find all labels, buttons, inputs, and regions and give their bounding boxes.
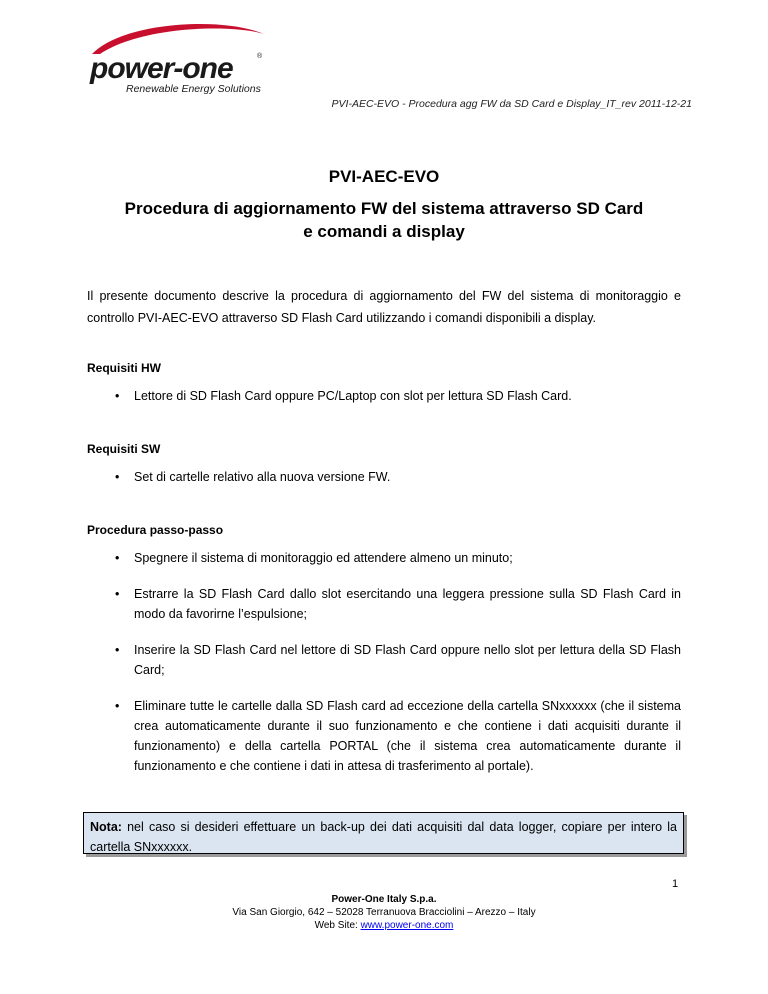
bullet-icon: • <box>115 699 120 713</box>
registered-mark-icon: ® <box>257 53 263 60</box>
list-item-text: Spegnere il sistema di monitoraggio ed attendere almeno un minuto; <box>134 551 513 565</box>
footer-website <box>0 920 768 931</box>
document-reference: PVI-AEC-EVO - Procedura agg FW da SD Card e Display_IT_rev 2011-12-21 <box>331 98 692 110</box>
section-heading-steps: Procedura passo-passo <box>87 523 224 537</box>
power-one-logo <box>82 14 272 98</box>
note-text: nel caso si desideri effettuare un back-up dei dati acquisiti dal data logger, copiare per intero la cartella SNxxxxxx. <box>90 820 677 854</box>
bullet-icon: • <box>115 551 120 565</box>
list-item-text: Set di cartelle relativo alla nuova versione FW. <box>134 470 391 484</box>
document-subtitle-line2: e comandi a display <box>303 222 465 241</box>
section-heading-sw: Requisiti SW <box>87 442 161 456</box>
bullet-icon: • <box>115 470 120 484</box>
document-title: PVI-AEC-EVO <box>328 167 440 186</box>
intro-paragraph: Il presente documento descrive la procedura di aggiornamento del FW del sistema di monitoraggio e controllo PVI-AEC-EVO attraverso SD Flash Card utilizzando i comandi disponibili a display. <box>87 289 681 325</box>
footer-web-label: Web Site: <box>314 920 361 931</box>
section-heading-hw: Requisiti HW <box>87 361 161 375</box>
bullet-icon: • <box>115 587 120 601</box>
footer-company: Power-One Italy S.p.a. <box>331 894 437 905</box>
footer-address: Via San Giorgio, 642 – 52028 Terranuova Bracciolini – Arezzo – Italy <box>232 907 536 918</box>
note-label: Nota: <box>90 820 122 834</box>
document-subtitle-line1: Procedura di aggiornamento FW del sistema attraverso SD Card <box>124 199 644 218</box>
page-number: 1 <box>672 878 679 890</box>
list-item-text: Lettore di SD Flash Card oppure PC/Laptop con slot per lettura SD Flash Card. <box>134 389 572 403</box>
list-item-text: Estrarre la SD Flash Card dallo slot esercitando una leggera pressione sulla SD Flash Card in modo da favorirne l’espulsione; <box>134 587 681 621</box>
logo-swoosh <box>92 24 264 54</box>
list-item-text: Inserire la SD Flash Card nel lettore di SD Flash Card oppure nello slot per lettura della SD Flash Card; <box>134 643 681 677</box>
logo-text: power-one <box>90 52 233 85</box>
list-item-text: Eliminare tutte le cartelle dalla SD Flash card ad eccezione della cartella SNxxxxxx (che il sistema crea automaticamente durante il suo funzionamento e che contiene i dati acquisiti durante il funzionamento) e della cartella PORTAL (che il sistema crea automaticamente durante il funzionamento e che contiene i dati in attesa di trasferimento al portale). <box>134 699 681 773</box>
website-link[interactable]: www.power-one.com <box>360 920 454 931</box>
bullet-icon: • <box>115 389 120 403</box>
note-box <box>83 812 684 854</box>
logo-subtext: Renewable Energy Solutions <box>126 83 261 95</box>
bullet-icon: • <box>115 643 120 657</box>
